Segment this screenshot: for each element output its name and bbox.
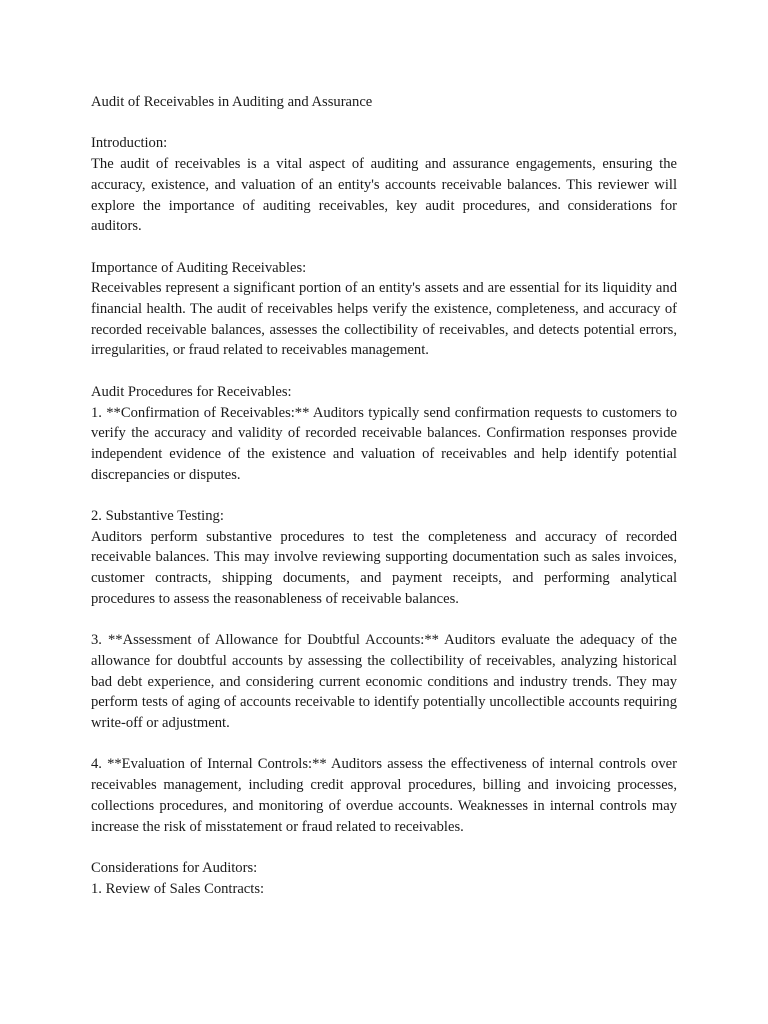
consideration-item-1: 1. Review of Sales Contracts: (91, 880, 265, 897)
procedure-item-1: 1. **Confirmation of Receivables:** Auditors typically send confirmation requests to customers to verify the accuracy and validity of recorded receivable balances. Confirmation responses provide independent evidence of the existence and valuation of receivables and help identify potential discrepancies or disputes. (91, 404, 677, 483)
spacer (91, 237, 677, 258)
procedure-item-3: 3. **Assessment of Allowance for Doubtful Accounts:** Auditors evaluate the adequacy of the allowance for doubtful accounts by assessing the collectibility of receivables, analyzing historical bad debt experience, and considering current economic conditions and industry trends. They may perform tests of aging of accounts receivable to identify potentially uncollectible accounts requiring write-off or adjustment. (91, 632, 677, 732)
spacer (91, 113, 677, 134)
considerations-heading: Considerations for Auditors: (91, 859, 258, 876)
document-page (91, 92, 677, 899)
intro-paragraph: The audit of receivables is a vital aspect of auditing and assurance engagements, ensuring the accuracy, existence, and valuation of an entity's accounts receivable balances. This reviewer will explore the importance of auditing receivables, key audit procedures, and considerations for auditors. (91, 156, 677, 235)
spacer (91, 361, 677, 382)
procedure-item-2-heading: 2. Substantive Testing: (91, 508, 224, 524)
spacer (91, 610, 677, 631)
intro-heading: Introduction: (91, 135, 168, 152)
importance-paragraph: Receivables represent a significant portion of an entity's assets and are essential for its liquidity and financial health. The audit of receivables helps verify the existence, completeness, and accuracy of recorded receivable balances, assesses the collectibility of receivables, and detects potential errors, irregularities, or fraud related to receivables management. (91, 280, 677, 359)
spacer (91, 837, 677, 858)
importance-heading: Importance of Auditing Receivables: (91, 259, 307, 276)
spacer (91, 485, 677, 506)
procedures-heading: Audit Procedures for Receivables: (91, 383, 292, 400)
procedure-item-4: 4. **Evaluation of Internal Controls:** Auditors assess the effectiveness of internal controls over receivables management, including credit approval procedures, billing and invoicing processes, collections procedures, and monitoring of overdue accounts. Weaknesses in internal controls may increase the risk of misstatement or fraud related to receivables. (91, 756, 677, 835)
spacer (91, 734, 677, 755)
procedure-item-2-paragraph: Auditors perform substantive procedures to test the completeness and accuracy of recorded receivable balances. This may involve reviewing supporting documentation such as sales invoices, customer contracts, shipping documents, and payment receipts, and performing analytical procedures to assess the reasonableness of receivable balances. (91, 528, 677, 607)
document-title: Audit of Receivables in Auditing and Assurance (91, 94, 373, 110)
